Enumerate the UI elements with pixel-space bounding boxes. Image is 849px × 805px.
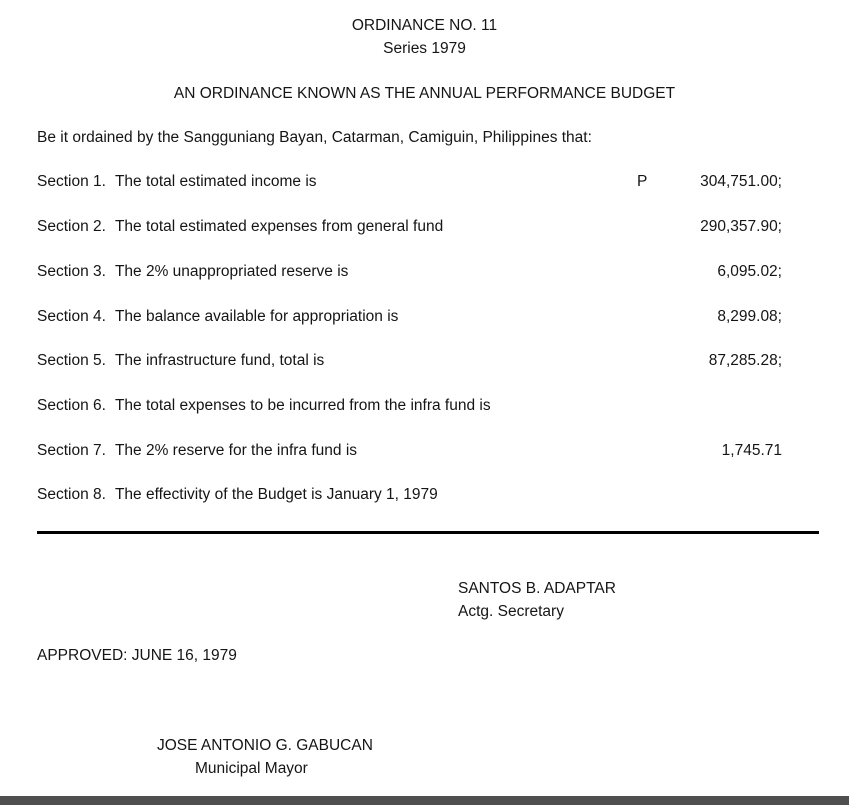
section-7-text bbox=[37, 442, 357, 460]
section-amount: 8,299.08; bbox=[717, 308, 782, 325]
currency-symbol: P bbox=[637, 173, 648, 190]
section-description: The 2% unappropriated reserve is bbox=[114, 263, 349, 280]
section-label: Section 6. bbox=[37, 397, 106, 414]
section-row-4 bbox=[0, 308, 849, 328]
section-row-3 bbox=[0, 263, 849, 283]
section-description: The infrastructure fund, total is bbox=[114, 352, 325, 369]
section-6-text bbox=[37, 397, 491, 415]
preamble-text: Be it ordained by the Sangguniang Bayan, Catarman, Camiguin, Philippines that: bbox=[37, 129, 592, 146]
section-label: Section 7. bbox=[37, 442, 106, 459]
ordinance-number-heading: ORDINANCE NO. 11 bbox=[351, 17, 498, 34]
section-label: Section 2. bbox=[37, 218, 106, 235]
approved-date-line: APPROVED: JUNE 16, 1979 bbox=[37, 647, 237, 664]
section-2-text bbox=[37, 218, 443, 236]
mayor-title: Municipal Mayor bbox=[195, 760, 308, 777]
secretary-title: Actg. Secretary bbox=[458, 603, 564, 620]
section-amount: 87,285.28; bbox=[708, 352, 782, 369]
section-amount: 6,095.02; bbox=[717, 263, 782, 280]
section-row-8 bbox=[0, 486, 849, 506]
section-8-text bbox=[37, 486, 438, 504]
section-row-7 bbox=[0, 442, 849, 462]
secretary-name: SANTOS B. ADAPTAR bbox=[458, 580, 616, 597]
section-description: The total estimated expenses from general fund bbox=[114, 218, 444, 235]
ordinance-title: AN ORDINANCE KNOWN AS THE ANNUAL PERFORMANCE BUDGET bbox=[173, 85, 676, 102]
section-row-1 bbox=[0, 173, 849, 193]
section-label: Section 4. bbox=[37, 308, 106, 325]
section-label: Section 1. bbox=[37, 173, 106, 190]
section-row-6 bbox=[0, 397, 849, 417]
section-amount: 304,751.00; bbox=[700, 173, 782, 190]
section-label: Section 8. bbox=[37, 486, 106, 503]
section-5-text bbox=[37, 352, 324, 370]
section-label: Section 5. bbox=[37, 352, 106, 369]
section-description: The total estimated income is bbox=[114, 173, 317, 190]
section-row-2 bbox=[0, 218, 849, 238]
section-description: The total expenses to be incurred from the infra fund is bbox=[114, 397, 491, 414]
section-description: The 2% reserve for the infra fund is bbox=[114, 442, 358, 459]
section-amount: 290,357.90; bbox=[700, 218, 782, 235]
section-description: The effectivity of the Budget is January 1, 1979 bbox=[114, 486, 438, 503]
signature-divider-rule bbox=[37, 531, 819, 534]
bottom-edge-bar bbox=[0, 796, 849, 805]
section-label: Section 3. bbox=[37, 263, 106, 280]
section-3-text bbox=[37, 263, 348, 281]
section-1-text bbox=[37, 173, 317, 191]
series-heading: Series 1979 bbox=[383, 40, 466, 57]
section-4-text bbox=[37, 308, 398, 326]
section-amount: 1,745.71 bbox=[721, 442, 782, 459]
mayor-name: JOSE ANTONIO G. GABUCAN bbox=[157, 737, 373, 754]
section-description: The balance available for appropriation is bbox=[114, 308, 399, 325]
section-row-5 bbox=[0, 352, 849, 372]
